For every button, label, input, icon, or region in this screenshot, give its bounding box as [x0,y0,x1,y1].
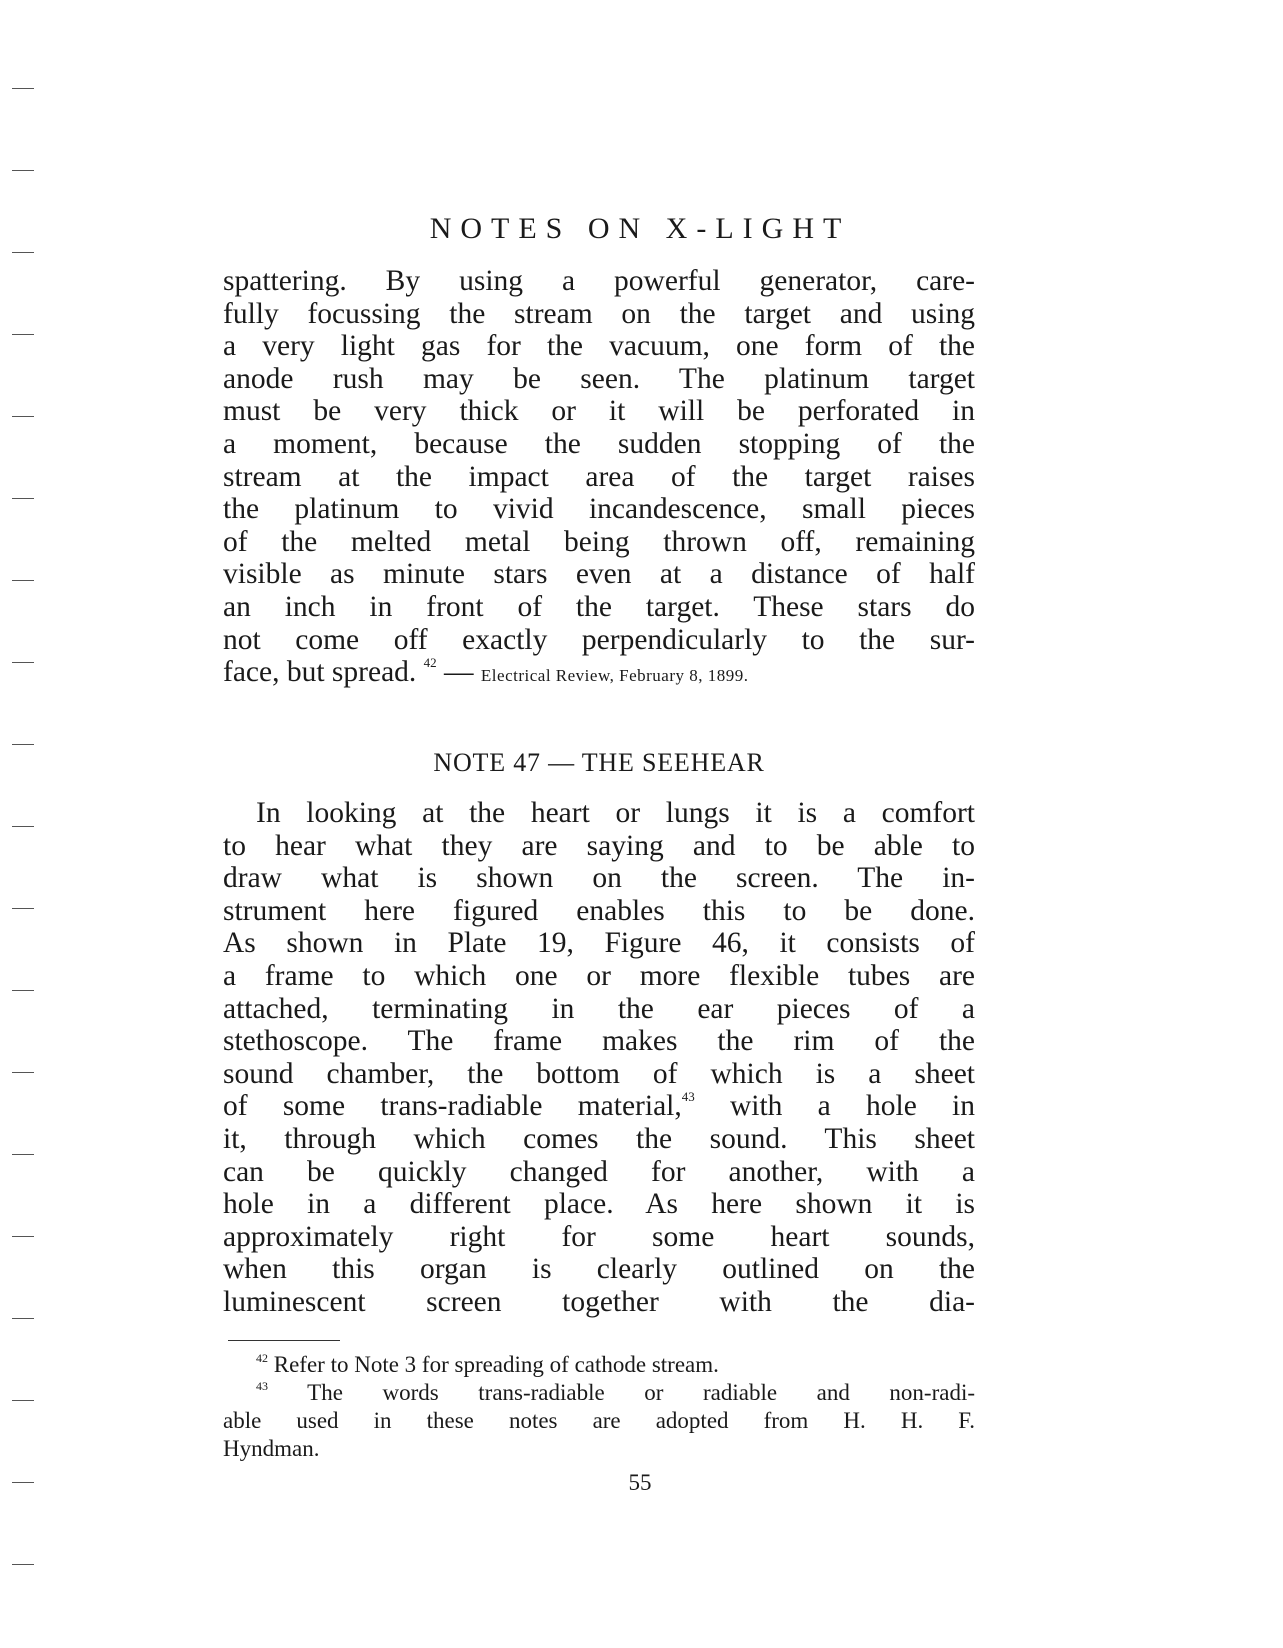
footnotes [223,1351,975,1463]
text-line: must be very thick or it will be perforated in [223,395,975,428]
margin-tick [12,1072,34,1073]
text-line: attached, terminating in the ear pieces of a [223,992,975,1025]
continued-paragraph [223,265,975,693]
text-line: not come off exactly perpendicularly to the sur- [223,623,975,656]
text-line: stream at the impact area of the target raises [223,460,975,493]
text-line: an inch in front of the target. These stars do [223,590,975,623]
margin-tick [12,252,34,253]
margin-tick [12,170,34,171]
footnote-42 [223,1351,975,1379]
margin-tick [12,1482,34,1483]
source-citation: Electrical Review, February 8, 1899. [480,666,749,686]
text-line: As shown in Plate 19, Figure 46, it consists of [223,927,975,960]
text-line: spattering. By using a powerful generator, care- [223,265,975,297]
footnote-text-line: able used in these notes are adopted from H. H. F. [223,1408,975,1433]
text-line: a frame to which one or more flexible tubes are [223,959,975,992]
footnote-ref-42: 42 [423,655,437,671]
text-line: sound chamber, the bottom of which is a sheet [223,1057,975,1090]
text-fragment: face, but spread. [223,656,417,689]
text-line: luminescent screen together with the dia- [223,1285,975,1318]
footnote-43 [223,1379,975,1407]
text-line: In looking at the heart or lungs it is a comfort [256,797,975,829]
footnote-number: 43 [256,1379,268,1393]
text-line: stethoscope. The frame makes the rim of the [223,1025,975,1058]
page-number: 55 [628,1470,652,1495]
running-head: NOTES ON X-LIGHT [429,212,851,245]
margin-tick [12,1400,34,1401]
footnote-ref-43: 43 [681,1089,695,1105]
margin-tick [12,826,34,827]
text-line: of the melted metal being thrown off, remaining [223,525,975,558]
margin-tick [12,498,34,499]
text-fragment: with a hole in [694,1090,975,1123]
margin-tick [12,908,34,909]
margin-tick [12,1154,34,1155]
margin-tick [12,334,34,335]
text-line: hole in a different place. As here shown it is [223,1188,975,1221]
text-line: to hear what they are saying and to be able to [223,829,975,862]
em-dash: — [436,656,481,689]
margin-tick [12,990,34,991]
footnote-number: 42 [256,1351,268,1365]
margin-tick [12,416,34,417]
margin-tick [12,88,34,89]
footnote-text: Refer to Note 3 for spreading of cathode stream. [273,1352,719,1377]
margin-tick [12,1318,34,1319]
text-line: it, through which comes the sound. This sheet [223,1122,975,1155]
margin-tick [12,580,34,581]
margin-tick [12,1564,34,1565]
text-line-with-ref [223,1090,975,1123]
footnote-text-line: Hyndman. [223,1436,320,1461]
footnote-divider [228,1340,340,1341]
text-line: a moment, because the sudden stopping of the [223,427,975,460]
footnote-text: The words trans-radiable or radiable and non-radi- [307,1380,975,1405]
text-line: can be quickly changed for another, with a [223,1155,975,1188]
margin-tick [12,662,34,663]
note-heading: NOTE 47 — THE SEEHEAR [433,748,765,777]
text-line: when this organ is clearly outlined on the [223,1253,975,1286]
text-line: anode rush may be seen. The platinum target [223,362,975,395]
text-line: approximately right for some heart sounds, [223,1220,975,1253]
text-line: draw what is shown on the screen. The in- [223,862,975,895]
text-line-with-citation [223,656,975,693]
text-line: the platinum to vivid incandescence, small pieces [223,493,975,526]
text-line: visible as minute stars even at a distance of half [223,558,975,591]
text-fragment: of some trans-radiable material, [223,1090,682,1123]
note-body [223,797,975,1319]
text-line: fully focussing the stream on the target and using [223,297,975,330]
margin-tick [12,744,34,745]
margin-tick [12,1236,34,1237]
text-line: strument here figured enables this to be done. [223,894,975,927]
text-line: a very light gas for the vacuum, one form of the [223,330,975,363]
